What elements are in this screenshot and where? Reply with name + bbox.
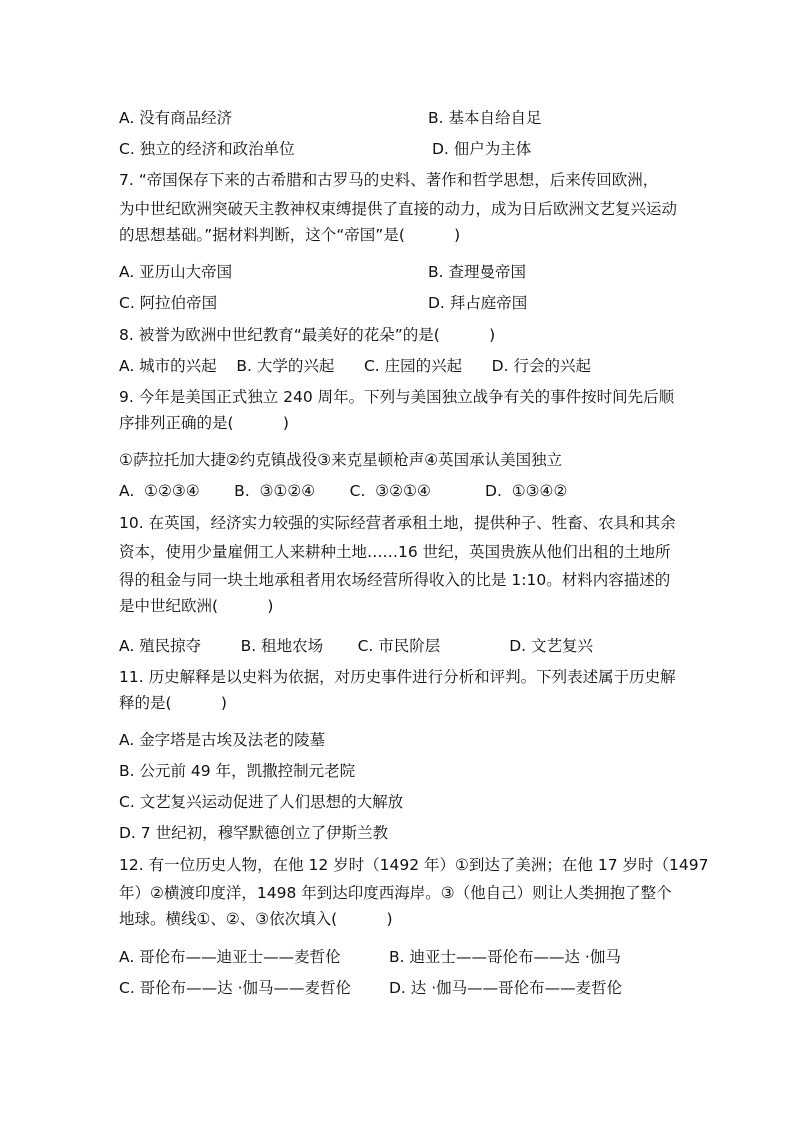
q7-option-b: B. 查理曼帝国 — [428, 263, 526, 281]
q11-stem-line2: 释的是( ) — [119, 694, 227, 712]
q10-stem-line3: 得的租金与同一块土地承租者用农场经营所得收入的比是 1:10。材料内容描述的 — [119, 571, 671, 589]
q10-stem-line4: 是中世纪欧洲( ) — [119, 597, 274, 615]
q6-option-a: A. 没有商品经济 — [119, 109, 233, 127]
q10-stem-line2: 资本，使用少量雇佣工人来耕种土地……16 世纪，英国贵族从他们出租的土地所 — [119, 543, 671, 561]
q11-option-d: D. 7 世纪初，穆罕默德创立了伊斯兰教 — [119, 824, 389, 842]
q12-option-b: B. 迪亚士——哥伦布——达 ·伽马 — [389, 948, 621, 966]
q9-stem-line1: 9. 今年是美国正式独立 240 周年。下列与美国独立战争有关的事件按时间先后顺 — [119, 388, 675, 406]
q12-option-a: A. 哥伦布——迪亚士——麦哲伦 — [119, 948, 341, 966]
q11-option-a: A. 金字塔是古埃及法老的陵墓 — [119, 731, 326, 749]
q11-option-b: B. 公元前 49 年，凯撒控制元老院 — [119, 762, 356, 780]
q12-option-c: C. 哥伦布——达 ·伽马——麦哲伦 — [119, 979, 352, 997]
q7-stem-line3: 的思想基础。”据材料判断，这个“帝国”是( ) — [119, 226, 461, 244]
q9-stem-line2: 序排列正确的是( ) — [119, 414, 289, 432]
q7-option-c: C. 阿拉伯帝国 — [119, 294, 218, 312]
q9-events: ①萨拉托加大捷②约克镇战役③来克星顿枪声④英国承认美国独立 — [119, 451, 563, 469]
q12-stem-line3: 地球。横线①、②、③依次填入( ) — [119, 910, 393, 928]
q10-stem-line1: 10. 在英国，经济实力较强的实际经营者承租土地，提供种子、牲畜、农具和其余 — [119, 514, 676, 532]
q10-options: A. 殖民掠夺 B. 租地农场 C. 市民阶层 D. 文艺复兴 — [119, 637, 594, 655]
q7-option-a: A. 亚历山大帝国 — [119, 263, 233, 281]
q8-stem: 8. 被誉为欧洲中世纪教育“最美好的花朵”的是( ) — [119, 326, 496, 344]
q7-option-d: D. 拜占庭帝国 — [428, 294, 528, 312]
q8-options: A. 城市的兴起 B. 大学的兴起 C. 庄园的兴起 D. 行会的兴起 — [119, 357, 591, 375]
q7-stem-line2: 为中世纪欧洲突破天主教神权束缚提供了直接的动力，成为日后欧洲文艺复兴运动 — [119, 200, 678, 218]
q6-option-d: D. 佃户为主体 — [432, 140, 532, 158]
q7-stem-line1: 7. “帝国保存下来的古希腊和古罗马的史料、著作和哲学思想，后来传回欧洲， — [119, 171, 659, 189]
q12-stem-line1: 12. 有一位历史人物，在他 12 岁时（1492 年）①到达了美洲；在他 17 岁时（1497 — [119, 856, 709, 874]
q6-option-c: C. 独立的经济和政治单位 — [119, 140, 295, 158]
q12-stem-line2: 年）②横渡印度洋，1498 年到达印度西海岸。③（他自己）则让人类拥抱了整个 — [119, 884, 672, 902]
q12-option-d: D. 达 ·伽马——哥伦布——麦哲伦 — [389, 979, 623, 997]
q9-options: A. ①②③④ B. ③①②④ C. ③②①④ D. ①③④② — [119, 482, 568, 500]
q6-option-b: B. 基本自给自足 — [428, 109, 542, 127]
q11-option-c: C. 文艺复兴运动促进了人们思想的大解放 — [119, 793, 404, 811]
q11-stem-line1: 11. 历史解释是以史料为依据，对历史事件进行分析和评判。下列表述属于历史解 — [119, 668, 676, 686]
